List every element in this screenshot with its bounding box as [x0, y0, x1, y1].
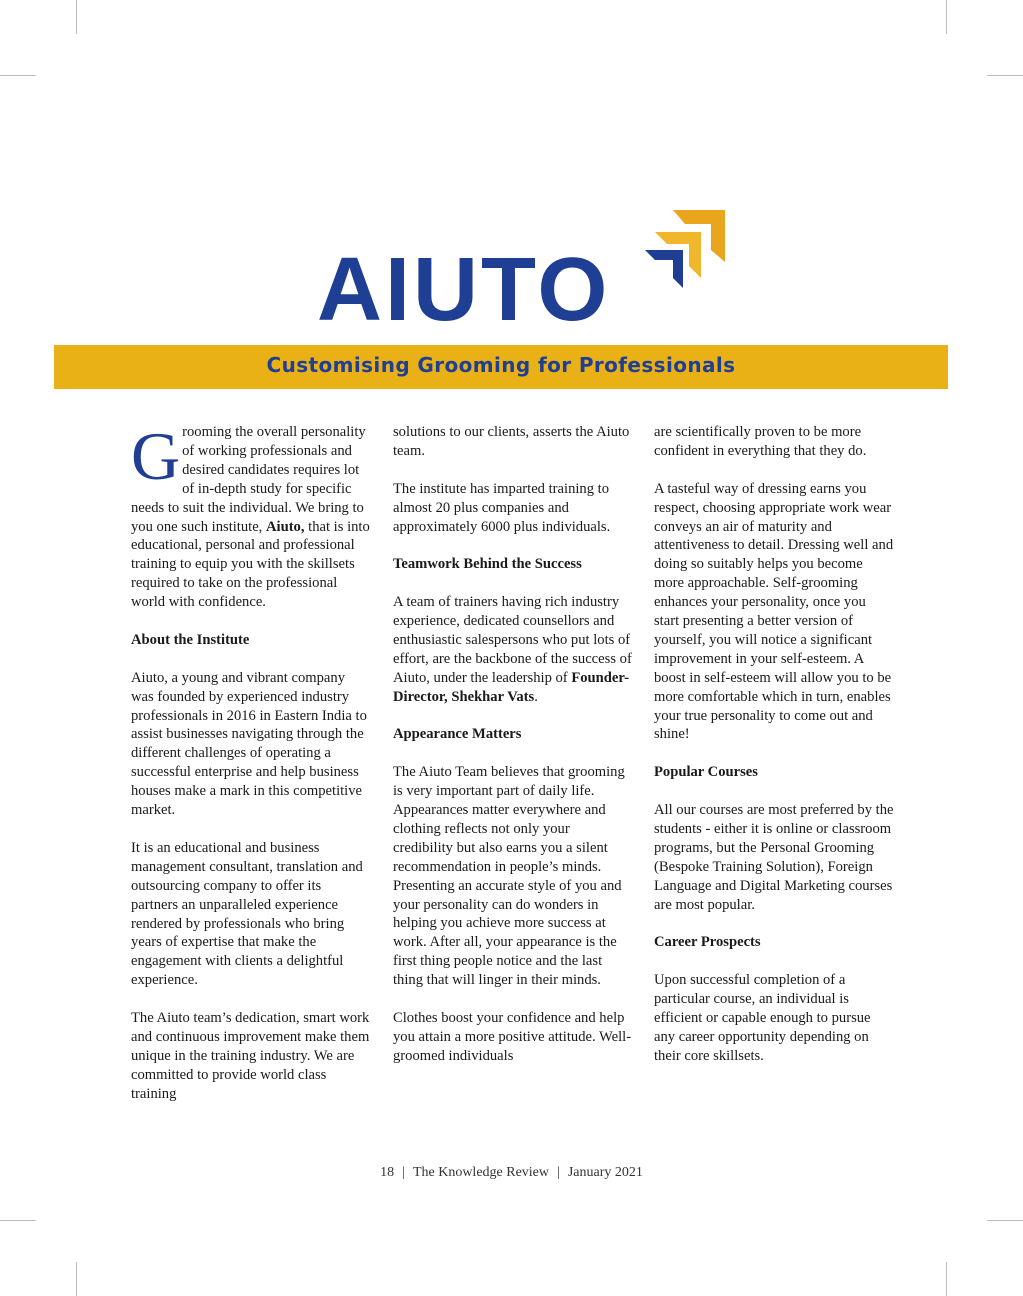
paragraph: A tasteful way of dressing earns you respect, choosing appropriate work wear conveys an air of maturity and attentiveness to detail. Dressing well and doing so suitably helps you become more approachable. Self-grooming enhances your personality, once you start presenting a better version of yourself, you will notice a significant improvement in your self-esteem. A boost in self-esteem will allow you to be more comfortable which in turn, enables your true personality to come out and shine! [654, 480, 894, 743]
crop-mark [987, 75, 1023, 76]
drop-cap: G [131, 418, 181, 494]
crop-mark [76, 0, 77, 34]
arrow-up-right-icon [645, 210, 725, 290]
company-name: Aiuto, [265, 518, 305, 535]
crop-mark [946, 0, 947, 34]
paragraph: The Aiuto Team believes that grooming is very important part of daily life. Appearances matter everywhere and clothing reflects not only your credibility but also earns you a silent recommendation in people’s minds. Presenting an accurate style of you and your personality can do wonders in helping you achieve more success at work. After all, your appearance is the first thing people notice and the last thing that will linger in their minds. [393, 764, 625, 989]
page-number: 18 [380, 1165, 395, 1180]
article-title: Customising Grooming for Professionals [266, 353, 736, 377]
section-heading: Appearance Matters [393, 726, 522, 743]
intro-paragraph: Grooming the overall personality of working professionals and desired candidates requires lot of in-depth study for specific needs to suit the individual. We bring to you one such institute, Aiuto, that is into educational, personal and professional training to equip you with the skillsets required to take on the professional world with confidence. [131, 418, 370, 611]
article-column-2 [393, 423, 633, 1085]
publication-name: The Knowledge Review [412, 1165, 550, 1180]
paragraph: The Aiuto team’s dedication, smart work and continuous improvement make them unique in the training industry. We are committed to provide world class training [131, 1010, 370, 1102]
paragraph: It is an educational and business management consultant, translation and outsourcing company to offer its partners an unparalleled experience rendered by professionals who bring years of expertise that make the engagement with clients a delightful experience. [131, 839, 363, 989]
section-heading: About the Institute [131, 631, 250, 648]
article-column-1 [131, 418, 371, 1122]
paragraph: Clothes boost your confidence and help you attain a more positive attitude. Well-groomed individuals [393, 1010, 632, 1064]
page-footer: 18 | The Knowledge Review | January 2021 [380, 1165, 643, 1180]
issue-date: January 2021 [567, 1165, 643, 1180]
paragraph: are scientifically proven to be more confident in everything that they do. [654, 424, 867, 459]
crop-mark [0, 75, 36, 76]
title-banner [54, 345, 948, 389]
crop-mark [0, 1220, 36, 1221]
section-heading: Teamwork Behind the Success [393, 556, 582, 573]
paragraph: solutions to our clients, asserts the Aiuto team. [393, 424, 630, 459]
section-heading: Career Prospects [654, 934, 761, 951]
paragraph: The institute has imparted training to almost 20 plus companies and approximately 6000 plus individuals. [393, 480, 611, 535]
crop-mark [76, 1262, 77, 1296]
paragraph: Aiuto, a young and vibrant company was founded by experienced industry professionals in 2016 in Eastern India to assist businesses navigating through the different challenges of operating a successful enterprise and help business houses make a mark in this competitive market. [131, 669, 367, 819]
paragraph: Upon successful completion of a particular course, an individual is efficient or capable enough to pursue any career opportunity depending on their core skillsets. [654, 972, 871, 1064]
section-heading: Popular Courses [654, 764, 758, 781]
paragraph: A team of trainers having rich industry experience, dedicated counsellors and enthusiastic salespersons who put lots of effort, are the backbone of the success of Aiuto, under the leadership of Founder-Director, Shekhar Vats. [393, 594, 632, 705]
logo-wordmark: AIUTO [317, 240, 611, 340]
founder-name: Founder-Director, Shekhar Vats [393, 669, 630, 705]
crop-mark [946, 1262, 947, 1296]
aiuto-logo [305, 210, 725, 340]
article-column-3 [654, 423, 894, 1085]
crop-mark [987, 1220, 1023, 1221]
paragraph: All our courses are most preferred by the students - either it is online or classroom programs, but the Personal Grooming (Bespoke Training Solution), Foreign Language and Digital Marketing courses are most popular. [654, 802, 894, 913]
